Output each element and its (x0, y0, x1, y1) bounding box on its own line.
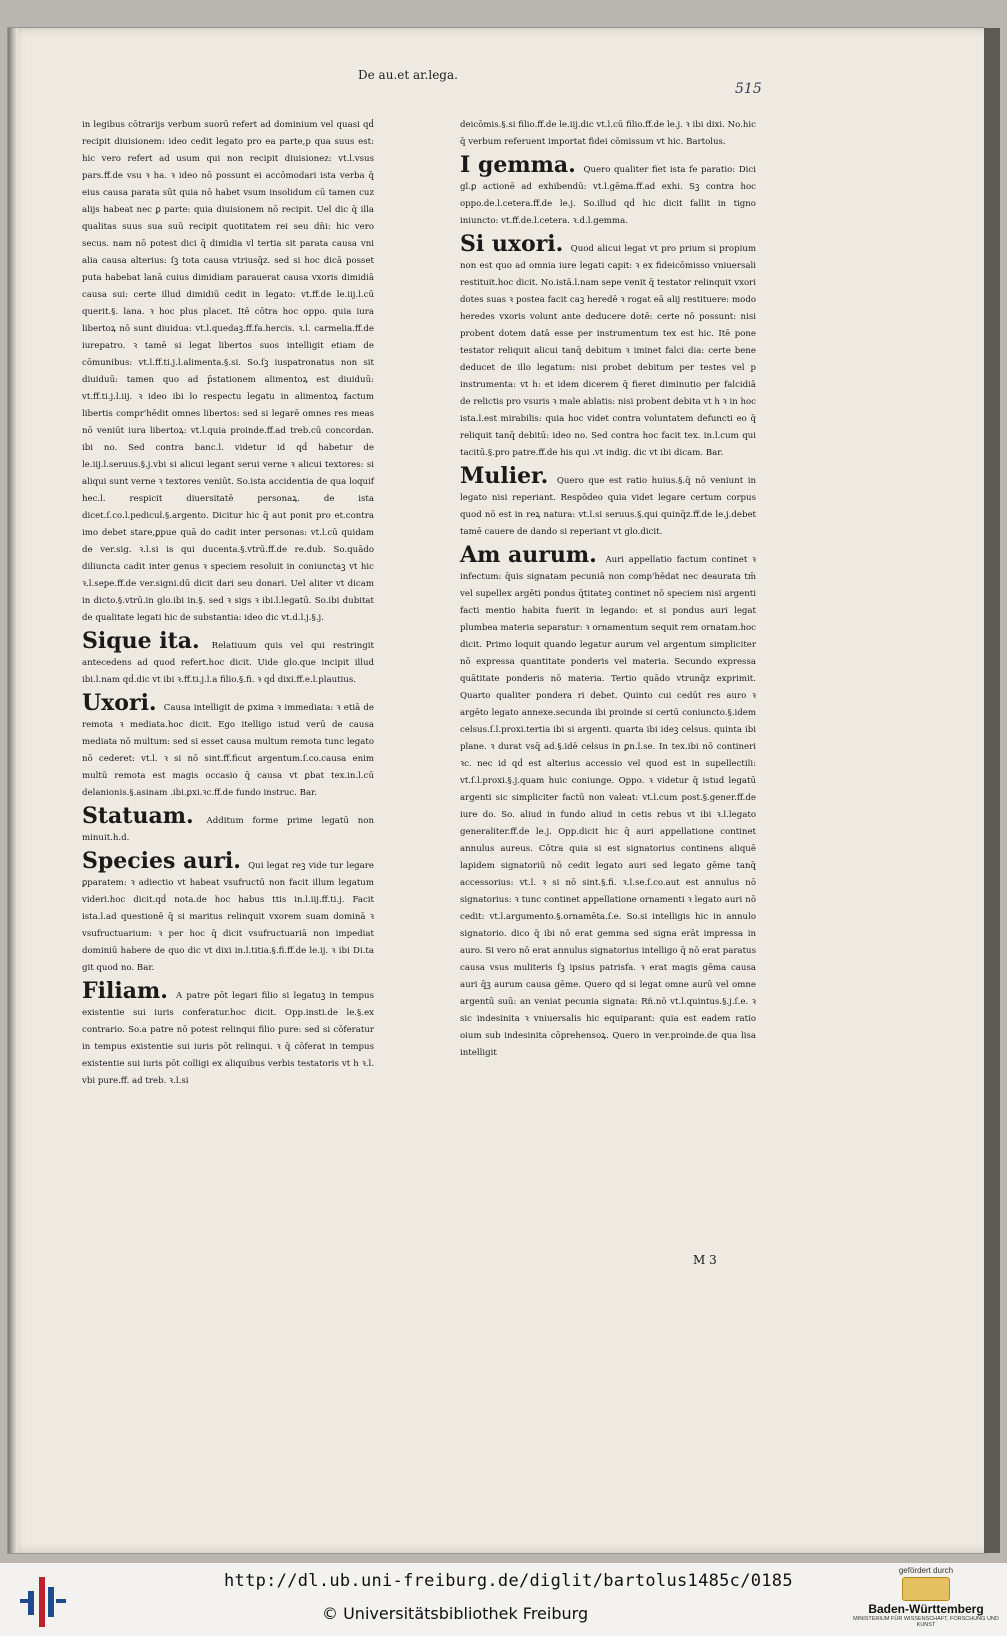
paragraph-text: Causa intelligit de ꝑxima ꝛ immediata: ꝛ etiā de remota ꝛ mediata.hoc dicit. Ego itelligo istud verū de causa mediata nō multum: sed si esset causa multum remota tunc legato nō cederet: vt.l. ꝛ si nō sint.ff.ficut argentum.ſ.co.causa enim multū remota est magis occasio q̄ causa vt ꝑbat tex.in.l.cū delanionis.§.asinam .ibi.ꝑxi.ꝛc.ff.de fundo instruc. Bar. (82, 703, 374, 798)
paragraph-text: Relatiuum quis vel qui restringit antecedens ad quod refert.hoc dicit. Uide glo.que incipit illud ibi.l.nam qḋ.dic vt ibi ꝛ.ff.ti.j.l.a filio.§.fi. ꝛ qḋ dixi.ff.e.l.plautius. (82, 641, 374, 685)
sponsor-ministry: MINISTERIUM FÜR WISSENSCHAFT, FORSCHUNG UND KUNST (853, 1616, 999, 1628)
paragraph-text: in legibus cōtrarijs verbum suorū refert ad dominium vel quasi qḋ recipit diuisionem: ideo cedit legato pro ea parte,p qua suus est: hic vero refert ad usum qui non recipit diuisionez: vt.l.vsus pars.ff.de vsu ꝛ ha. ꝛ ideo nō possunt ei accōmodari ista verba q̄ eius causa parata sūt quia nō habet vsum insolidum cū tamen cuz alijs habeat nec ꝑ parte: quia diuisionem nō recipit. Uel dic q̄ illa qualitas suus sua suū recipit quotitatem rei seu dn̄i: hic vero secus. nam nō potest dici q̄ dimidia vl tertia sit parata causa vni alia causa alterius: ſꝫ tota causa vtriusq̄z. sed si hoc dicā posset puta habebat lanā cuius dimidiam parauerat causa vxoris dimidiā causa sui: certe illud dimidiū cedit in legato: vt.ff.de le.iij.l.cū querit.§. lana. ꝛ hoc plus placet. Itē cōtra hoc oppo. quia iura libertoꝝ nō sunt diuidua: vt.l.quedaꝫ.ff.fa.hercis. ꝛ.l. carmelia.ff.de iurepatro. ꝛ tamē si legat libertos suos intelligit etiam de cōmunibus: vt.l.ff.ti.j.l.alimenta.§.si. So.ſꝫ iuspatronatus non sit diuiduū: tamen quo ad p̄stationem alimentoꝝ est diuiduū: vt.ff.ti.j.l.iij. ꝛ ideo ibi lo respectu legatu in alimentoꝝ factum libertis compr'hēdit omnes libertos: sed si legarē omnes res meas nō veniūt iura libertoꝝ: vt.l.quia proinde.ff.ad treb.cū concordan. ibi no. Sed contra banc.l. videtur id qḋ habetur de le.iij.l.seruus.§.j.vbi si alicui legant serui verne ꝛ alicui textores: si aliqui sunt verne ꝛ textores veniūt. So.ista accidentia de qua loquif hec.l. respicit diuersitatē personaꝝ. de ista dicet.ſ.co.l.pedicul.§.argento. Dicitur hic q̄ aut ponit pro et.contra imo debet stare,ꝑpue quā do cadit inter personas: vt.l.cū quidam de ver.sig. ꝛ.l.si is qui ducenta.§.vtrū.ff.de re.dub. So.quādo diliuncta cadit inter genus ꝛ speciem resoluit in coniunctaꝫ vt hic ꝛ.l.sepe.ff.de ver.signi.dū dicit dari seu donari. Uel aliter vt dicam in dicto.§.vtrū.in glo.ibi in.§. sed ꝛ sigs ꝛ ibi.l.legatū. So.ibi dubitat de qualitate legati hic de substantia: ideo dic vt.d.l.j.§.j. (82, 120, 374, 623)
sponsor-name: Baden-Württemberg (868, 1602, 984, 1616)
paragraph-text: deicōmis.§.si filio.ff.de le.iij.dic vt.l.cū filio.ff.de le.j. ꝛ ibi dixi. No.hic q̄ verbum referuent importat fidei cōmissum vt hic. Bartolus. (460, 120, 756, 147)
lemma-heading: Am aurum. (460, 542, 597, 568)
lemma-heading: I gemma. (460, 152, 576, 178)
page-edge (984, 28, 1000, 1553)
lemma-heading: Filiam. (82, 978, 168, 1004)
lemma-heading: Statuam. (82, 803, 194, 829)
lemma-heading: Species auri. (82, 848, 241, 874)
paragraph (82, 691, 374, 802)
paragraph-text: A patre pōt legari filio si legatuꝫ in tempus existentie sui iuris conferatur.hoc dicit. Opp.insti.de le.§.ex contrario. So.a patre nō potest relinqui filio pure: sed si cōferatur in tempus existentie sui iuris pōt relinqui. ꝛ q̄ cōferat in tempus existentie sui iuris pōt colligi ex aliquibus verbis testatoris vt h ꝛ.l. vbi pure.ff. ad treb. ꝛ.l.si (82, 991, 375, 1086)
paragraph-text: Qui legat reꝫ vide tur legare ꝑparatem: ꝛ adiectio vt habeat vsufructū non facit illum legatum videri.hoc dicit.qḋ nota.de hoc habus ttis in.l.iij.ff.ti.j. Facit ista.l.ad questionē q̄ si maritus relinquit vxorem suam dominā ꝛ vsufructuarium: ꝛ per hoc q̄ dicit vsufructuariā non impediat dominiū habere de quo dic vt dixi in.l.titia.§.fi.ff.de le.ij. ꝛ ibi Di.ta git quod no. Bar. (82, 861, 374, 973)
left-text-column (82, 117, 374, 1092)
sponsor-block (846, 1566, 1006, 1634)
library-logo-icon (20, 1577, 66, 1627)
lemma-heading: Si uxori. (460, 231, 564, 257)
paragraph (82, 979, 374, 1090)
paragraph (460, 117, 756, 151)
paragraph-text: Auri appellatio factum continet ꝛ infectum: q̄uis signatam pecuniā non comp'hēdat nec deaurata tm̄ vel supellex argēti pondus q̄titateꝫ continet nō speciem nisi argenti facti mentio habita fuerit in legando: et si pondus auri legat plumbea materia separatur: ꝛ ornamentum sequit rem ornatam.hoc dicit. Primo loquit quando legatur aurum vel argentum simpliciter nō expressa quantitate ponderis vel materia. Secundo expressa quātitate ponderis nō materia. Tertio quādo vtrunq̄z exprimit. Quarto qualiter pondera ri debet. Quinto cui cedūt res auro ꝛ argēto legato annexe.secunda ibi proinde si certū coniuncto.§.idem celsus.ſ.l.proxi.tertia ibi si argenti. quarta ibi ideꝫ celsus. quinta ibi plane. ꝛ durat vsq̄ ad.§.idē celsus in ꝑn.l.se. In tex.ibi nō contineri ꝛc. nec id qḋ est alterius accessio vel quod est in supellectili: vt.ſ.l.proxi.§.j.quam huic coniunge. Oppo. ꝛ videtur q̄ istud legatū argenti sic simpliciter factū non valeat: vt.l.cum post.§.gener.ff.de iure do. So. aliud in fundo aliud in cetis rebus vt ibi ꝛ.l.legato generaliter.ff.de le.j. Opp.dicit hic q̄ auri appellatione continet annulus aureus. Cōtra quia si est signatorius continens aliquē lapidem signatoriū nō cedit legato auri sed legato gēme tanq̄ accessorius: vt.l. ꝛ si nō sint.§.fi. ꝛ.l.se.ſ.co.aut est annulus nō signatorius: ꝛ tunc continet appellatione ornamenti ꝛ legato auri nō cedit: vt.l.argumento.§.ornamēta.ſ.e. So.si intelligis hic in annulo signatorio. dico q̄ ibi nō erat gemma sed signa erāt impressa in auro. Si vero nō erat annulus signatorius intelligo q̄ nō erat paratus causa vsus muliteris ſꝫ ipsius patrisfa. ꝛ erat magis gēma causa auri q̄ꝫ aurum causa gēme. Quero qd si legat omne aurū vel omne argentū suū: an veniat pecunia signata: Rñ.nō vt.l.quintus.§.j.ſ.e. ꝛ sic indesinita ꝛ vniuersalis hic equiparant: quia est eadem ratio oium sub indesinita cōprehensoꝝ. Quero in ver.proinde.de qua lisa intelligit (460, 555, 757, 1058)
paragraph (82, 117, 374, 627)
copyright-text: © Universitätsbibliothek Freiburg (322, 1604, 589, 1623)
paragraph-text: Quero qualiter fiet ista fe paratio: Dici gl.ꝑ actionē ad exhibendū: vt.l.gēma.ff.ad exhi. Sꝫ contra hoc oppo.de.l.cetera.ff.de le.j. So.illud qḋ hic dicit fallit in tigno iniuncto: vt.ff.de.l.cetera. ꝛ.d.l.gemma. (460, 165, 756, 226)
page-gutter-shadow (8, 28, 18, 1553)
paragraph (460, 232, 756, 462)
paragraph (82, 804, 374, 847)
paragraph (82, 849, 374, 977)
right-text-column (460, 117, 756, 1064)
lemma-heading: Sique ita. (82, 628, 200, 654)
paragraph (460, 464, 756, 541)
paragraph-text: Additum forme prime legatū non minuit.h.d. (82, 816, 374, 843)
paragraph-text: Quero que est ratio huius.§.q̄ nō veniunt in legato nisi reperiant. Respōdeo quia videt legare certum corpus quod nō est in reꝝ natura: vt.l.si seruus.§.qui quinq̄z.ff.de le.j.debet tamē cauere de dando si reperiant vt glo.dicit. (460, 476, 757, 537)
source-url-link[interactable]: http://dl.ub.uni-freiburg.de/diglit/bartolus1485c/0185 (224, 1571, 793, 1591)
sponsor-caption: gefördert durch (898, 1566, 954, 1575)
paragraph-text: Quod alicui legat vt pro prium si propium non est quo ad omnia iure legati capit: ꝛ ex fideicōmisso vniuersali restituit.hoc dicit. No.istā.l.nam sepe venit q̄ testator relinquit vxori dotes suas ꝛ postea facit caꝫ heredē ꝛ rogat eā alij restituere: modo heredes vxoris volunt ante deducere dotē: certe nō possunt: nisi probent dotem datā esse per instrumentum tex est hic. Itē pone testator reliquit alicui tanq̄ debitum ꝛ iminet falci dia: certe bene deducet de illo legatum: nisi probet debitum per testes vel p instrumenta: vt h: et idem dicerem q̄ fieret diminutio per falcidiā de relictis pro vsuris ꝛ male ablatis: nisi probent debita vt h ꝛ in hoc ista.l.est mirabilis: quia hoc videt contra voluntatem defuncti eo q̄ reliquit tanq̄ debitū: ideo no. Sed contra hoc facit tex. in.l.cum qui tacitū.§.pro patre.ff.de his qui .vt indig. dic vt ibi dicam. Bar. (460, 244, 757, 458)
running-header: De au.et ar.lega. (358, 68, 458, 82)
lemma-heading: Mulier. (460, 463, 549, 489)
signature-mark: M 3 (693, 1253, 717, 1267)
paragraph (460, 543, 756, 1062)
paragraph (82, 629, 374, 689)
page-number: 515 (735, 81, 762, 97)
lemma-heading: Uxori. (82, 690, 157, 716)
coat-of-arms-icon (902, 1577, 950, 1601)
paragraph (460, 153, 756, 230)
